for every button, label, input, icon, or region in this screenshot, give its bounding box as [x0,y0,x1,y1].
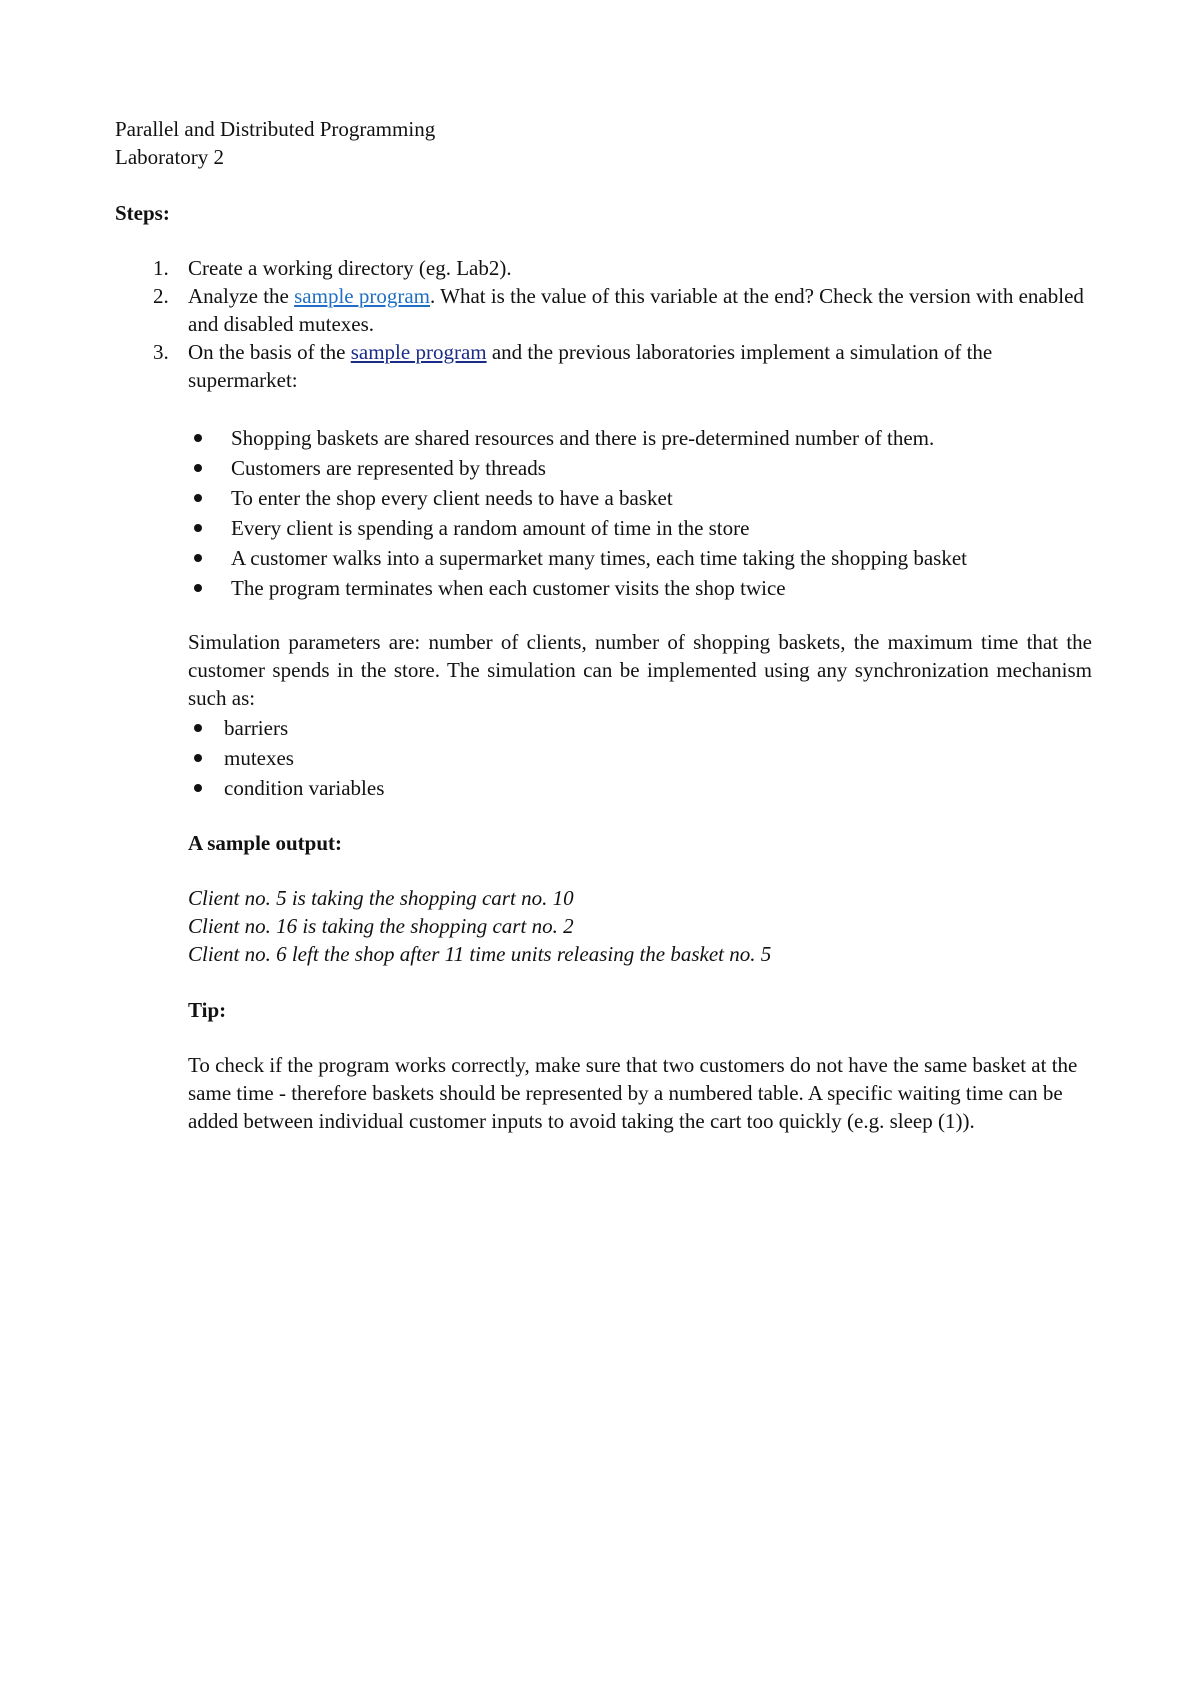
step-number: 2. [153,284,169,308]
sample-output-line: Client no. 5 is taking the shopping cart no. 10 [188,886,574,910]
list-item: mutexes [188,743,384,773]
sample-program-link[interactable]: sample program [350,340,487,364]
bullet-icon [194,434,202,442]
bullet-icon [194,724,202,732]
mechanisms-list [188,713,384,803]
bullet-icon [194,554,202,562]
step-item-2 [115,282,1100,338]
list-item: The program terminates when each customer visits the shop twice [188,573,1108,603]
supermarket-rules-list [188,423,1108,603]
sample-program-link[interactable]: sample program [294,284,430,308]
sample-output-block [188,884,771,968]
list-item: To enter the shop every client needs to have a basket [188,483,1108,513]
list-item: condition variables [188,773,384,803]
bullet-icon [194,464,202,472]
document-header [115,115,435,171]
step-number: 3. [153,340,169,364]
step-text-pre: Analyze the [188,284,295,308]
simulation-parameters-paragraph: Simulation parameters are: number of clients, number of shopping baskets, the maximum time that the customer spends in the store. The simulation can be implemented using any synchronization mechanism such as: [188,630,1092,710]
bullet-icon [194,784,202,792]
step-item-3 [115,338,1100,394]
list-item: barriers [188,713,384,743]
course-title: Parallel and Distributed Programming [115,117,436,141]
lab-title: Laboratory 2 [115,145,225,169]
step-text-post: and the previous laboratories implement a simulation of the supermarket: [188,340,993,392]
list-item: Customers are represented by threads [188,453,1108,483]
bullet-icon [194,524,202,532]
bullet-icon [194,584,202,592]
sample-output-line: Client no. 6 left the shop after 11 time units releasing the basket no. 5 [188,942,772,966]
list-item: Every client is spending a random amount of time in the store [188,513,1108,543]
bullet-icon [194,494,202,502]
list-item: Shopping baskets are shared resources and there is pre-determined number of them. [188,423,1108,453]
sample-output-line: Client no. 16 is taking the shopping cart no. 2 [188,914,574,938]
tip-paragraph: To check if the program works correctly, make sure that two customers do not have the same basket at the same time - therefore baskets should be represented by a numbered table. A specific waiting time can be added between individual customer inputs to avoid taking the cart too quickly (e.g. sleep (1)). [188,1053,1078,1133]
sample-output-heading: A sample output: [188,831,343,855]
step-text: Create a working directory (eg. Lab2). [188,256,512,280]
bullet-icon [194,754,202,762]
step-number: 1. [153,256,169,280]
list-item: A customer walks into a supermarket many times, each time taking the shopping basket [188,543,1108,573]
step-text-pre: On the basis of the [188,340,351,364]
step-item-1 [115,254,1100,282]
tip-heading: Tip: [188,998,227,1022]
step-text-post: . What is the value of this variable at the end? Check the version with enabled and disabled mutexes. [188,284,1084,336]
steps-heading: Steps: [115,201,170,225]
steps-list [115,254,1115,394]
